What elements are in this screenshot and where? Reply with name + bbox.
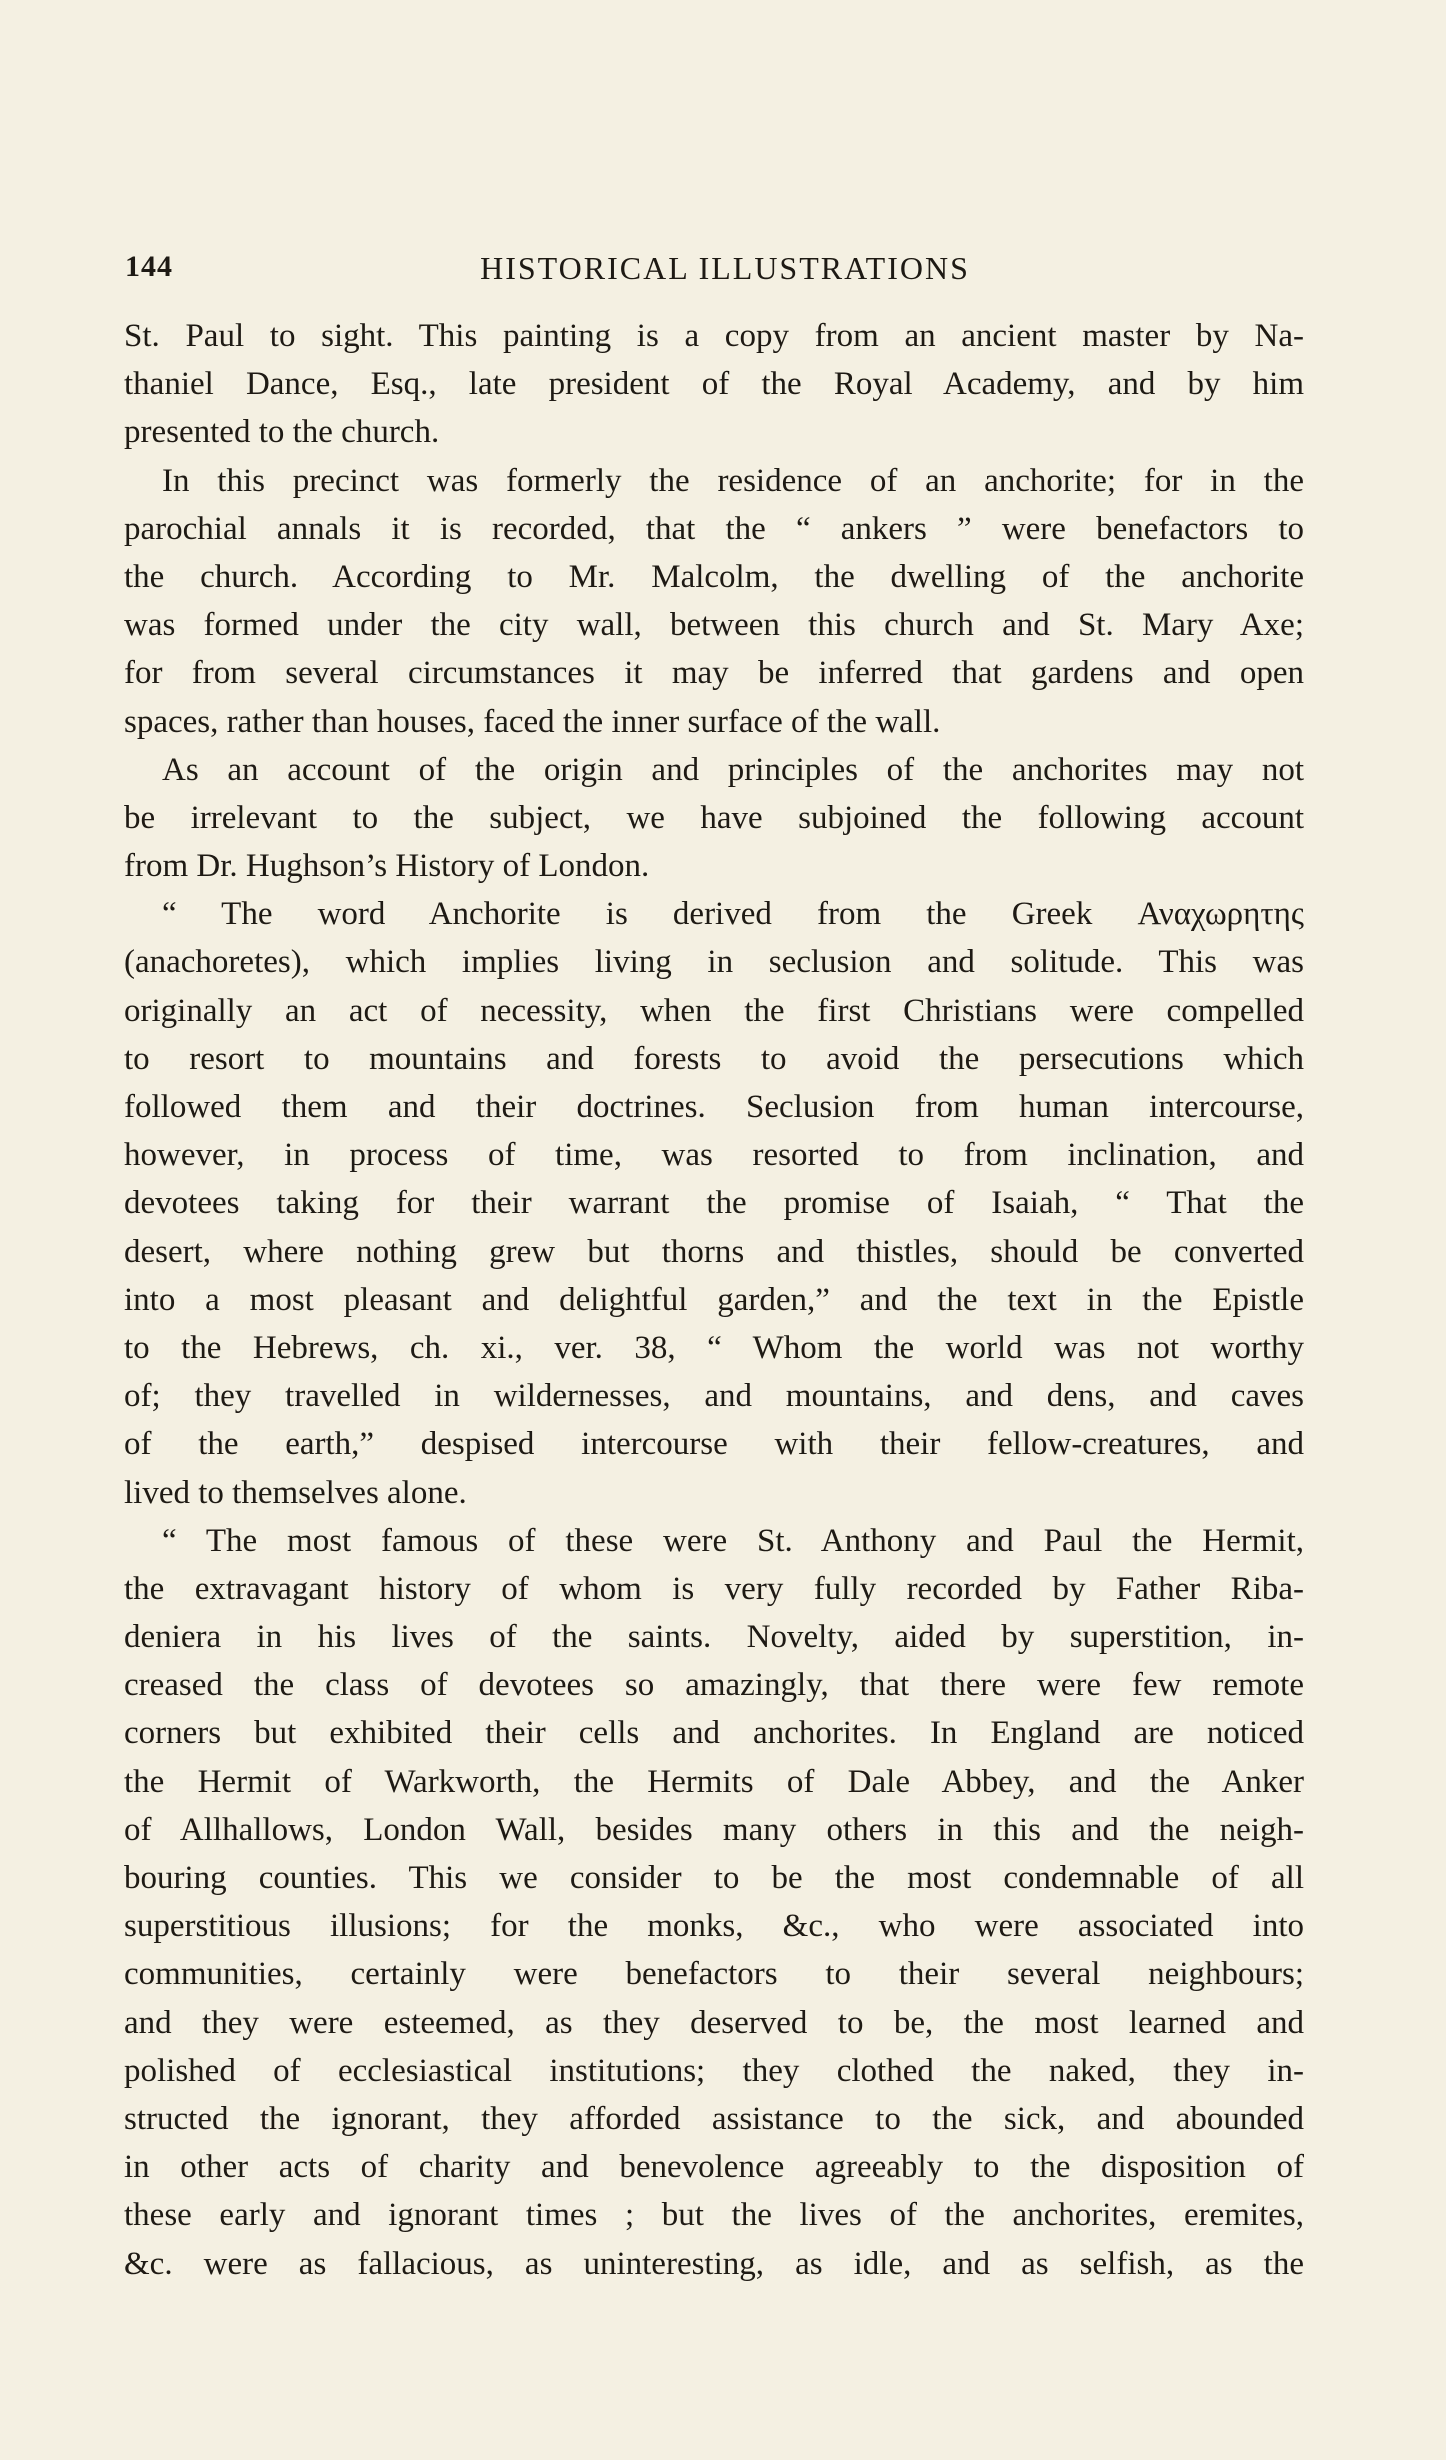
text-line: of Allhallows, London Wall, besides many others in this and the neigh- — [124, 1811, 1304, 1848]
text-line: parochial annals it is recorded, that the “ ankers ” were benefactors to — [124, 510, 1304, 547]
text-line: &c. were as fallacious, as uninteresting, as idle, and as selfish, as the — [124, 2245, 1304, 2282]
text-line: of the earth,” despised intercourse with their fellow-creatures, and — [124, 1426, 1304, 1463]
text-line: thaniel Dance, Esq., late president of the Royal Academy, and by him — [124, 366, 1304, 403]
running-title: HISTORICAL ILLUSTRATIONS — [480, 250, 970, 286]
text-line: lived to themselves alone. — [124, 1474, 467, 1511]
text-line: creased the class of devotees so amazingly, that there were few remote — [124, 1667, 1304, 1704]
text-line: St. Paul to sight. This painting is a copy from an ancient master by Na- — [124, 318, 1304, 354]
text-line: “ The word Anchorite is derived from the Greek Αναχωρητης — [162, 896, 1304, 933]
text-line: was formed under the city wall, between this church and St. Mary Axe; — [124, 607, 1304, 644]
page-number: 144 — [125, 250, 173, 283]
text-line: In this precinct was formerly the residence of an anchorite; for in the — [162, 462, 1304, 499]
text-line: devotees taking for their warrant the promise of Isaiah, “ That the — [124, 1185, 1304, 1222]
text-line: from Dr. Hughson’s History of London. — [124, 848, 650, 885]
body-text — [124, 312, 1304, 2288]
text-line: followed them and their doctrines. Seclusion from human intercourse, — [124, 1089, 1304, 1125]
text-line: corners but exhibited their cells and anchorites. In England are noticed — [124, 1715, 1304, 1752]
text-line: superstitious illusions; for the monks, &c., who were associated into — [124, 1908, 1304, 1945]
text-line: presented to the church. — [124, 414, 440, 451]
text-line: spaces, rather than houses, faced the inner surface of the wall. — [124, 703, 941, 740]
text-line: polished of ecclesiastical institutions; they clothed the naked, they in- — [124, 2052, 1304, 2089]
text-line: these early and ignorant times ; but the lives of the anchorites, eremites, — [124, 2197, 1304, 2234]
text-line: to resort to mountains and forests to avoid the persecutions which — [124, 1040, 1304, 1077]
text-line: originally an act of necessity, when the first Christians were compelled — [124, 992, 1304, 1029]
text-line: (anachoretes), which implies living in seclusion and solitude. This was — [124, 944, 1304, 981]
text-line: communities, certainly were benefactors to their several neighbours; — [124, 1956, 1304, 1993]
text-line: the church. According to Mr. Malcolm, the dwelling of the anchorite — [124, 558, 1304, 595]
text-line: of; they travelled in wildernesses, and mountains, and dens, and caves — [124, 1378, 1304, 1415]
text-line: structed the ignorant, they afforded assistance to the sick, and abounded — [124, 2100, 1304, 2137]
text-line: desert, where nothing grew but thorns and thistles, should be converted — [124, 1233, 1304, 1270]
text-line: bouring counties. This we consider to be the most condemnable of all — [124, 1860, 1304, 1896]
text-line: “ The most famous of these were St. Anthony and Paul the Hermit, — [162, 1522, 1304, 1559]
text-line: the extravagant history of whom is very fully recorded by Father Riba- — [124, 1570, 1304, 1607]
text-line: be irrelevant to the subject, we have subjoined the following account — [124, 799, 1304, 836]
text-line: As an account of the origin and principles of the anchorites may not — [162, 751, 1304, 788]
text-line: the Hermit of Warkworth, the Hermits of Dale Abbey, and the Anker — [124, 1763, 1304, 1800]
text-line: for from several circumstances it may be inferred that gardens and open — [124, 655, 1304, 692]
text-line: deniera in his lives of the saints. Novelty, aided by superstition, in- — [124, 1619, 1304, 1656]
text-line: however, in process of time, was resorted to from inclination, and — [124, 1137, 1304, 1174]
running-head — [125, 250, 1305, 290]
text-line: and they were esteemed, as they deserved to be, the most learned and — [124, 2004, 1304, 2041]
text-line: to the Hebrews, ch. xi., ver. 38, “ Whom the world was not worthy — [124, 1329, 1304, 1366]
text-line: into a most pleasant and delightful garden,” and the text in the Epistle — [124, 1281, 1304, 1318]
text-line: in other acts of charity and benevolence agreeably to the disposition of — [124, 2149, 1304, 2186]
